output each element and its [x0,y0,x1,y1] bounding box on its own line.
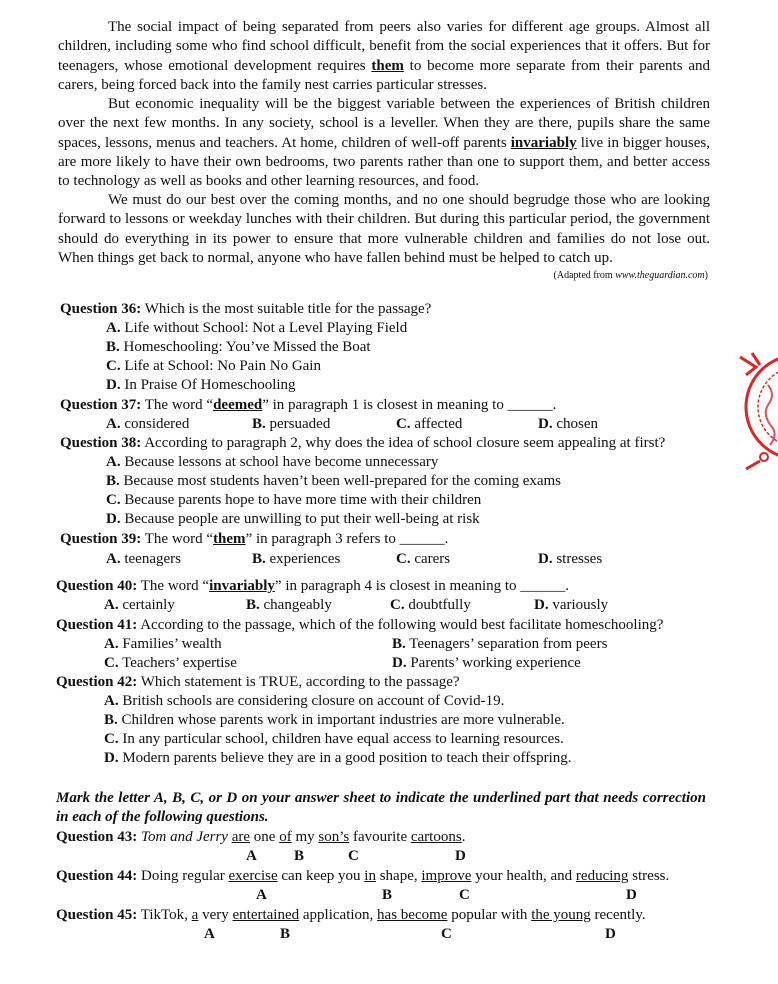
underlined-part-a: a [191,907,199,923]
q41-option-a[interactable] [104,635,222,654]
underlined-part-d: the young [531,907,591,923]
option-letter: D. [538,551,553,567]
question-label: Question 44: [56,868,138,884]
question-text: one [250,829,280,845]
option-letter: B. [392,636,406,652]
q36-option-a[interactable] [106,319,407,338]
question-label: Question 41: [56,617,138,633]
q37-option-a[interactable] [106,415,189,434]
question-37 [60,396,556,415]
source-site: www.theguardian.com [615,270,705,281]
option-letter: C. [104,655,119,671]
option-letter: D. [538,416,553,432]
question-40 [56,577,569,596]
q43-mark-b[interactable]: B [294,848,305,864]
option-letter: D. [104,750,119,766]
option-text: chosen [556,416,598,432]
question-43 [56,828,465,847]
option-text: Because most students haven’t been well-prepared for the coming exams [123,473,562,489]
option-letter: B. [252,551,266,567]
q40-option-d[interactable] [534,596,608,615]
option-text: certainly [122,597,175,613]
question-45 [56,906,646,925]
q42-option-c[interactable] [104,730,564,749]
option-letter: A. [104,693,119,709]
question-text: According to paragraph 2, why does the idea of school closure seem appealing at first? [144,435,666,451]
passage-text: to become more separate from their parents and carers, being forced back into the family nest carries particular stresses. [58,57,711,93]
option-letter: A. [106,416,121,432]
option-letter: C. [106,492,121,508]
option-letter: A. [104,636,119,652]
question-keyword: invariably [209,578,275,594]
option-letter: A. [104,597,119,613]
q41-option-c[interactable] [104,654,237,673]
underlined-part-d: reducing [575,868,629,884]
question-label: Question 37: [60,397,142,413]
question-label: Question 42: [56,674,138,690]
option-text: Teenagers’ separation from peers [409,636,608,652]
option-text: experiences [269,551,341,567]
option-text: stresses [556,551,603,567]
question-text: ” in paragraph 4 is closest in meaning to ______. [274,578,570,594]
q36-option-d[interactable] [106,376,296,395]
question-36 [60,300,431,319]
section-instruction: Mark the letter A, B, C, or D on your answer sheet to indicate the underlined part that needs correction in each of the following questions. [56,790,706,825]
option-text: In Praise Of Homeschooling [124,377,296,393]
question-text: my [291,829,319,845]
option-letter: C. [396,416,411,432]
q43-mark-a[interactable]: A [246,848,257,864]
q44-mark-a[interactable]: A [256,887,267,903]
passage-text: live in bigger houses, are more likely to have their own bedrooms, two parents rather than one to support them, and better access to technology as well as books and other learning resources, and food. [58,134,710,190]
option-letter: D. [106,511,121,527]
underlined-part-c: son’s [318,829,350,845]
option-text: Life at School: No Pain No Gain [124,358,321,374]
option-letter: A. [106,454,121,470]
option-text: In any particular school, children have equal access to learning resources. [122,731,564,747]
option-text: Because lessons at school have become unnecessary [124,454,439,470]
question-text: very [198,907,233,923]
q38-option-d[interactable] [106,510,480,529]
option-text: Children whose parents work in important industries are more vulnerable. [121,712,565,728]
option-letter: B. [106,473,120,489]
question-text: The word “ [144,531,214,547]
question-label: Question 38: [60,435,142,451]
underlined-part-b: of [279,829,292,845]
source-citation [554,270,708,281]
q45-mark-d[interactable]: D [605,926,616,942]
q45-mark-b[interactable]: B [280,926,291,942]
underlined-part-a: exercise [228,868,278,884]
option-text: British schools are considering closure on account of Covid-19. [122,693,505,709]
question-39 [60,530,448,549]
passage-text: The social impact of being separated from peers also varies for different age groups. Almost all children, including some who find school difficult, benefit from the social experiences that it offers. But for teenagers, whose emotional development requires [58,19,710,74]
option-text: Modern parents believe they are in a good position to teach their offspring. [122,750,572,766]
q37-option-d[interactable] [538,415,598,434]
option-letter: C. [396,551,411,567]
option-letter: B. [104,712,118,728]
question-text: Which is the most suitable title for the passage? [144,301,432,317]
question-text: TikTok, [140,907,192,923]
option-text: persuaded [269,416,331,432]
option-text: considered [124,416,190,432]
passage-paragraph-1 [58,18,710,95]
q44-mark-d[interactable]: D [626,887,637,903]
question-text: Doing regular [141,868,229,884]
source-suffix: ) [704,270,708,281]
q36-option-c[interactable] [106,357,321,376]
question-text: favourite [349,829,411,845]
q45-mark-c[interactable]: C [441,926,452,942]
passage-paragraph-2 [58,95,710,191]
option-text: Because parents hope to have more time with their children [124,492,482,508]
question-text: The word “ [144,397,214,413]
q39-option-c[interactable] [396,550,450,569]
option-letter: D. [392,655,407,671]
q42-option-d[interactable] [104,749,572,768]
q36-option-b[interactable] [106,338,371,357]
underlined-part-a: are [231,829,251,845]
q37-option-c[interactable] [396,415,462,434]
question-label: Question 40: [56,578,138,594]
option-text: teenagers [124,551,181,567]
q41-option-b[interactable] [392,635,607,654]
question-text: ” in paragraph 1 is closest in meaning to ______. [262,397,557,413]
q39-option-a[interactable] [106,550,181,569]
option-letter: D. [106,377,121,393]
keyword-invariably: invariably [510,134,577,151]
q39-option-b[interactable] [252,550,340,569]
option-text: Homeschooling: You’ve Missed the Boat [123,339,371,355]
red-stamp-icon [738,345,778,475]
option-letter: A. [106,551,121,567]
question-text: your health, and [471,868,576,884]
question-text: application, [299,907,378,923]
q43-mark-d[interactable]: D [455,848,466,864]
option-text: Families’ wealth [122,636,222,652]
keyword-them: them [371,57,404,74]
q42-option-b[interactable] [104,711,565,730]
q40-option-c[interactable] [390,596,471,615]
q40-option-b[interactable] [246,596,332,615]
question-text: shape, [375,868,422,884]
passage-text: But economic inequality will be the biggest variable between the experiences of British children over the next few months. In any society, school is a leveller. When they are there, pupils share the same spaces, lessons, menus and teachers. At home, children of well-off parents [58,96,710,151]
question-text: The word “ [140,578,210,594]
option-text: affected [414,416,463,432]
underlined-part-d: cartoons [410,829,462,845]
question-42 [56,673,460,692]
underlined-part-c: improve [421,868,472,884]
option-text: doubtfully [408,597,471,613]
q38-option-b[interactable] [106,472,561,491]
question-text: . [461,829,466,845]
question-text: popular with [447,907,532,923]
option-letter: C. [390,597,405,613]
q44-mark-c[interactable]: C [459,887,470,903]
underlined-part-b: entertained [232,907,300,923]
q45-mark-a[interactable]: A [204,926,215,942]
q38-option-c[interactable] [106,491,481,510]
question-text: recently. [590,907,646,923]
question-label: Question 43: [56,829,138,845]
option-letter: B. [252,416,266,432]
option-text: changeably [263,597,332,613]
option-letter: A. [106,320,121,336]
option-letter: B. [246,597,260,613]
q40-option-a[interactable] [104,596,175,615]
question-text: According to the passage, which of the following would best facilitate homeschooling? [140,617,664,633]
option-text: carers [414,551,451,567]
q39-option-d[interactable] [538,550,602,569]
question-text: stress. [628,868,670,884]
q37-option-b[interactable] [252,415,330,434]
question-keyword: them [213,531,246,547]
underlined-part-b: in [364,868,376,884]
question-text: Which statement is TRUE, according to the passage? [140,674,460,690]
option-text: variously [552,597,609,613]
option-letter: B. [106,339,120,355]
q38-option-a[interactable] [106,453,438,472]
question-label: Question 36: [60,301,142,317]
question-text: ” in paragraph 3 refers to ______. [245,531,449,547]
option-text: Teachers’ expertise [122,655,237,671]
option-letter: C. [106,358,121,374]
option-letter: C. [104,731,119,747]
question-keyword: deemed [213,397,263,413]
option-text: Because people are unwilling to put their well-being at risk [124,511,480,527]
option-text: Parents’ working experience [410,655,581,671]
underlined-part-c: has become [377,907,448,923]
question-text: can keep you [277,868,365,884]
source-prefix: (Adapted from [553,270,613,281]
question-label: Question 39: [60,531,142,547]
question-38 [60,434,665,453]
question-text: Tom and Jerry [141,829,228,845]
option-letter: D. [534,597,549,613]
question-44 [56,867,669,886]
q43-mark-c[interactable]: C [348,848,359,864]
question-label: Question 45: [56,907,138,923]
option-text: Life without School: Not a Level Playing Field [124,320,408,336]
passage-paragraph-3: We must do our best over the coming months, and no one should begrudge those who are looking forward to lessons or weekday lunches with their children. But during this particular period, the government should do everything in its power to ensure that more vulnerable children and families do not lose out. When things get back to normal, anyone who have fallen behind must be helped to catch up. [58,192,710,266]
q42-option-a[interactable] [104,692,504,711]
q41-option-d[interactable] [392,654,581,673]
q44-mark-b[interactable]: B [382,887,393,903]
question-41 [56,616,663,635]
